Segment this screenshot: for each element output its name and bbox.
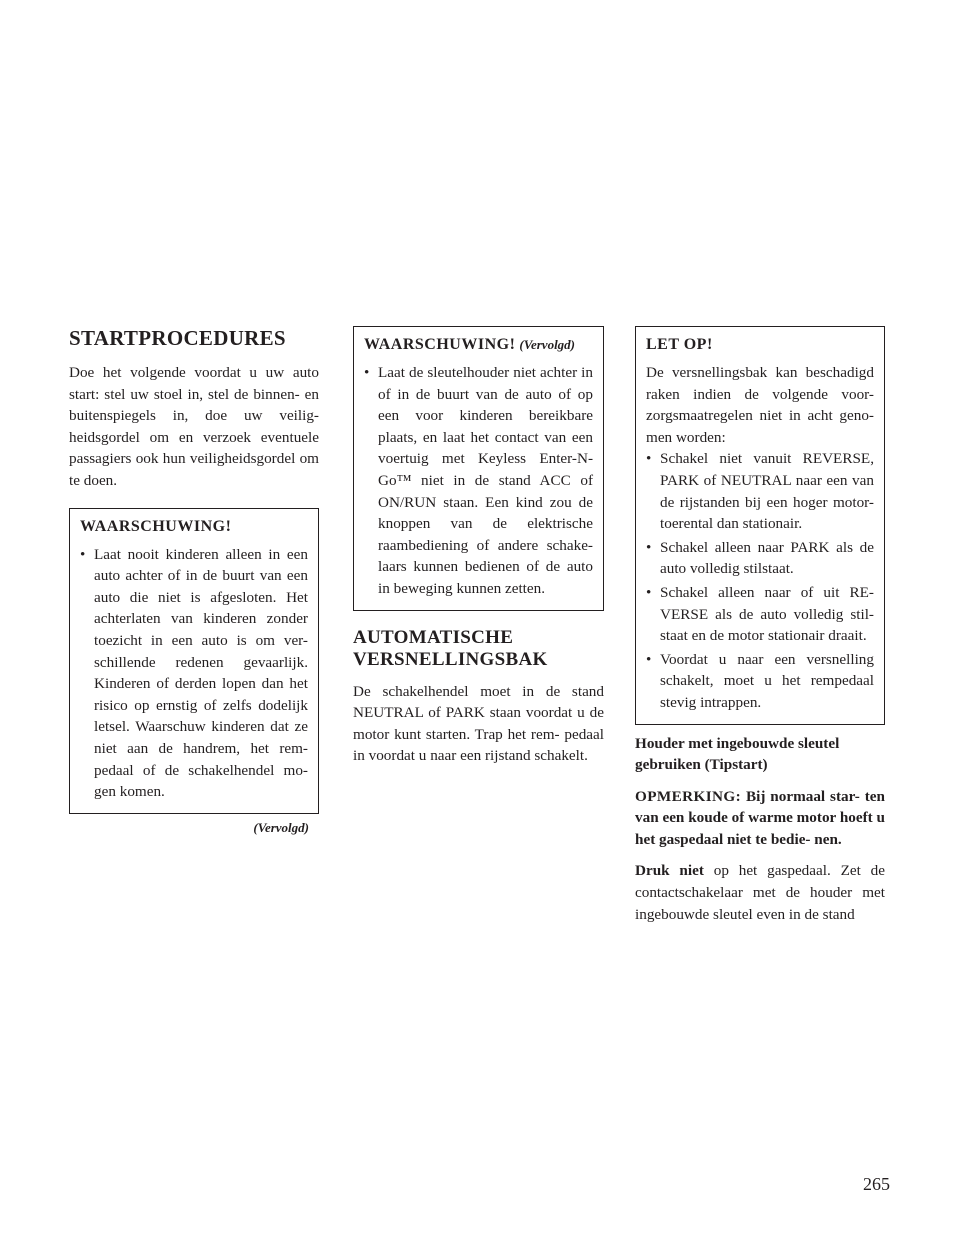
section-heading-startprocedures: STARTPROCEDURES [69,326,286,350]
instruction-paragraph [635,860,885,925]
caution-title: LET OP! [646,336,713,353]
warning-item: • Laat de sleutelhouder niet achter in of in de buurt van de auto of op een voor kinderen bereikbare plaats, en laat het contact van een voertuig met Keyless Enter-N- Go™ niet in de stand ACC of ON/RUN staan. Een kind zou de knoppen van de elektrische raambediening of andere schake- laars kunnen bedienen of de auto in beweging kunnen zetten. [364,362,593,600]
note-label: OPMERKING: [635,787,742,805]
warning-item: • Laat nooit kinderen alleen in een auto achter of in de buurt van een auto die niet is afgesloten. Het achterlaten van kinderen zonder toezicht in een auto is om ver- schillende redenen gevaarlijk. Kinderen of derden lopen dan het risico op ernstig of zelfs dodelijk letsel. Waarschuw kinderen dat ze niet aan de handrem, het rem- pedaal of de schakelhendel mo- gen komen. [80,544,308,803]
caution-box [635,326,885,725]
subheading-tipstart: Houder met ingebouwde sleutel gebruiken (Tipstart) [635,734,840,774]
caution-item: • Schakel alleen naar of uit RE- VERSE als de auto volledig stil- staat en de motor stationair draait. [646,582,874,647]
warning-title [364,335,593,355]
caution-intro: De versnellingsbak kan beschadigd raken indien de volgende voor- zorgsmaatregelen niet in acht geno- men worden: [646,364,874,446]
continued-marker: (Vervolgd) [519,337,576,352]
continued-label: (Vervolgd) [253,819,309,835]
warning-box-continued [353,326,604,611]
caution-list [646,448,874,713]
warning-box [69,508,319,814]
column-left [69,326,319,836]
page-number: 265 [863,1174,890,1194]
warning-list [364,362,593,600]
column-middle [353,326,604,767]
warning-list [80,544,308,803]
note-paragraph [635,786,885,851]
instruction-emphasis: Druk niet [635,862,704,880]
caution-item: • Schakel niet vanuit REVERSE, PARK of NEUTRAL naar een van de rijstanden bij een hoger motor- toerental dan stationair. [646,448,874,534]
note-text: Bij normaal star- ten van een koude of warme motor hoeft u het gaspedaal niet te bedie- nen. [635,787,885,848]
section-heading-automatic-transmission: AUTOMATISCHE VERSNELLINGSBAK [353,626,548,670]
warning-title-text: WAARSCHUWING! [364,336,516,353]
instruction-text: op het gaspedaal. Zet de contactschakelaar met de houder met ingebouwde sleutel even in de stand [635,862,885,923]
column-right [635,326,885,925]
warning-title: WAARSCHUWING! [80,517,232,535]
intro-paragraph: Doe het volgende voordat u uw auto start: stel uw stoel in, stel de binnen- en buitenspiegels in, doe uw veilig- heidsgordel om en verzoek eventuele passagiers ook hun veiligheidsgordel om te doen. [69,364,319,489]
transmission-paragraph: De schakelhendel moet in de stand NEUTRAL of PARK staan voordat u de motor kunt starten. Trap het rem- pedaal in voordat u naar een rijstand schakelt. [353,682,604,765]
caution-item: • Voordat u naar een versnelling schakelt, moet u het rempedaal stevig intrappen. [646,649,874,714]
caution-item: • Schakel alleen naar PARK als de auto volledig stilstaat. [646,537,874,580]
